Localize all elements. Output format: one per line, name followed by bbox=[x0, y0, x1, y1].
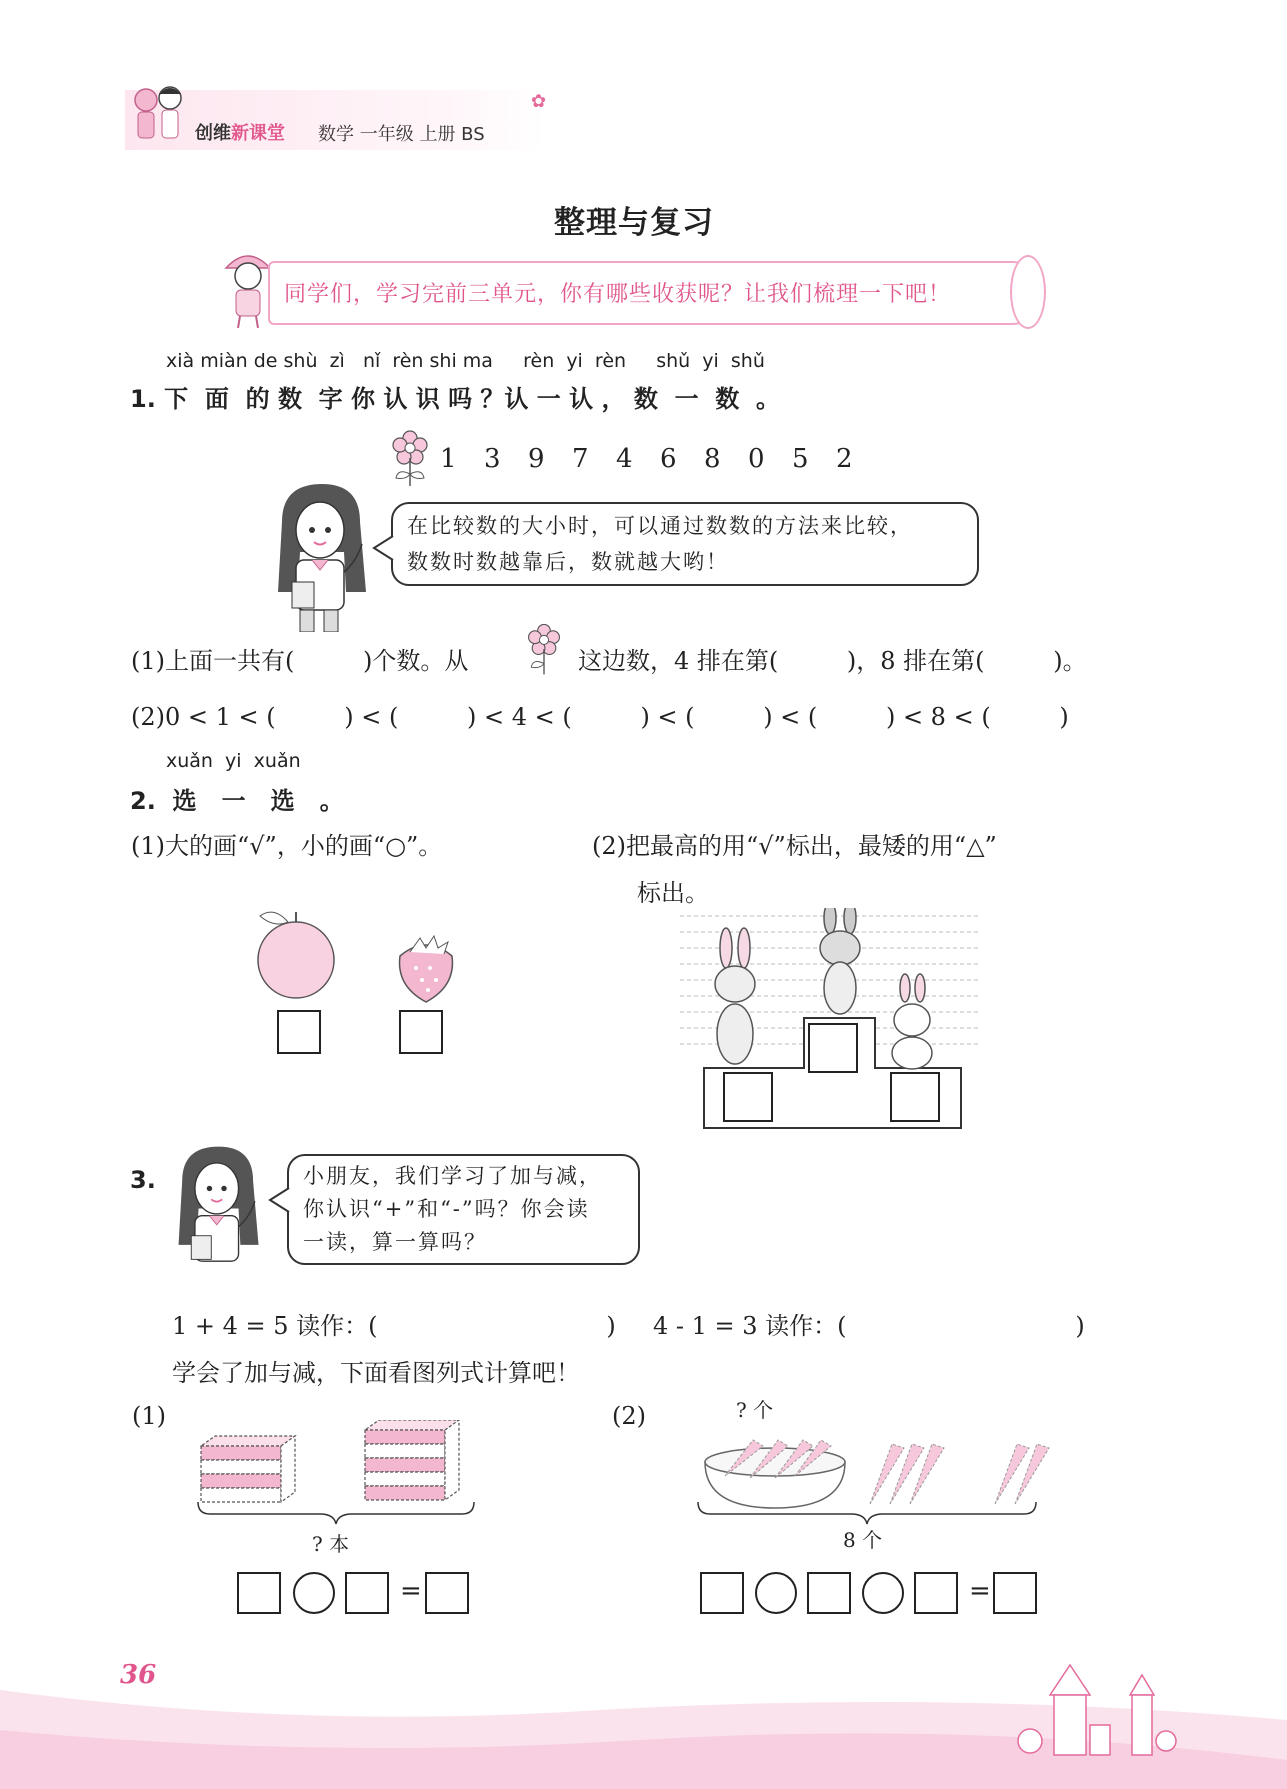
page-number: 36 bbox=[120, 1660, 157, 1690]
q1-title: 1. 下 面 的 数 字 你 认 识 吗 ？认 一 认 ， 数 一 数 。 bbox=[130, 385, 780, 413]
q2-part2-line2: 标出。 bbox=[637, 879, 709, 907]
number: 3 bbox=[484, 444, 501, 474]
brace-left bbox=[196, 1500, 476, 1526]
eq1-equals: = bbox=[400, 1576, 422, 1606]
girl-teacher-icon bbox=[262, 482, 372, 636]
strawberry-icon bbox=[392, 932, 462, 1008]
q2-part2-line1: (2)把最高的用“√”标出，最矮的用“△” bbox=[592, 832, 997, 860]
eq2-box-result[interactable] bbox=[993, 1572, 1037, 1614]
q2-pinyin: xuǎn yi xuǎn bbox=[166, 750, 301, 772]
q3-sub2-label: (2) bbox=[612, 1402, 646, 1430]
q3-sub2-top: ? 个 bbox=[736, 1398, 774, 1422]
eq2-box-2[interactable] bbox=[807, 1572, 851, 1614]
banner-scroll-end bbox=[1010, 255, 1046, 329]
q3-read2: 4 - 1 = 3 读作：( ) bbox=[653, 1312, 1085, 1340]
q1-hint-line2: 数数时数越靠后，数就越大哟！ bbox=[407, 550, 729, 574]
number: 2 bbox=[836, 444, 853, 474]
q3-hint-bubble bbox=[287, 1154, 640, 1265]
q2-title: 2. 选 一 选 。 bbox=[130, 787, 344, 815]
number-row bbox=[440, 444, 880, 474]
q3-hint-line1: 小朋友，我们学习了加与减， bbox=[303, 1164, 602, 1188]
flower-icon bbox=[388, 428, 432, 492]
castle-icon bbox=[970, 1655, 1180, 1765]
flower-small-icon bbox=[524, 621, 564, 681]
q1-hint-line1: 在比较数的大小时，可以通过数数的方法来比较， bbox=[407, 514, 913, 538]
page-title: 整理与复习 bbox=[554, 205, 714, 241]
girl-teacher-icon-2 bbox=[164, 1138, 264, 1292]
eq1-box-1[interactable] bbox=[237, 1572, 281, 1614]
q3-number: 3. bbox=[130, 1166, 156, 1194]
q3-sub2-total: 8 个 bbox=[843, 1528, 883, 1552]
answer-box-orange[interactable] bbox=[277, 1010, 321, 1054]
number: 8 bbox=[704, 444, 721, 474]
header-brand-highlight: 新课堂 bbox=[231, 123, 285, 144]
number: 1 bbox=[440, 444, 457, 474]
answer-box-rabbit-left[interactable] bbox=[723, 1072, 773, 1122]
q1-part2-text: (2)0 < 1 < ( ) < ( ) < 4 < ( ) < ( ) < ( ) < 8 < ( ) bbox=[131, 703, 1069, 731]
eq2-operator-circle-1[interactable] bbox=[755, 1572, 797, 1614]
header-brand bbox=[195, 119, 285, 145]
answer-box-strawberry[interactable] bbox=[399, 1010, 443, 1054]
eq1-box-2[interactable] bbox=[345, 1572, 389, 1614]
number: 0 bbox=[748, 444, 765, 474]
header-subtitle: 数学 一年级 上册 BS bbox=[318, 124, 485, 145]
q3-prompt: 学会了加与减，下面看图列式计算吧！ bbox=[172, 1359, 580, 1387]
bubble-tail-2 bbox=[268, 1186, 292, 1216]
q2-part1-text: (1)大的画“√”，小的画“○”。 bbox=[131, 832, 443, 860]
q3-hint-line2: 你认识“+”和“-”吗？你会读 bbox=[303, 1197, 590, 1221]
q3-sub1-label: (1) bbox=[132, 1402, 166, 1430]
q1-hint-bubble bbox=[391, 502, 979, 586]
header-star-icon: ✿ bbox=[531, 91, 547, 112]
q3-read1: 1 + 4 = 5 读作：( ) bbox=[172, 1312, 616, 1340]
header-kids-icon bbox=[128, 80, 190, 154]
number: 5 bbox=[792, 444, 809, 474]
q3-sub1-question: ? 本 bbox=[312, 1532, 350, 1556]
brace-right bbox=[696, 1500, 1038, 1526]
number: 6 bbox=[660, 444, 677, 474]
q3-hint-line3: 一读，算一算吗？ bbox=[303, 1230, 487, 1254]
eq1-operator-circle[interactable] bbox=[293, 1572, 335, 1614]
eq2-operator-circle-2[interactable] bbox=[862, 1572, 904, 1614]
orange-icon bbox=[250, 902, 342, 1006]
number: 4 bbox=[616, 444, 633, 474]
q1-part1-text-a: (1)上面一共有( )个数。从 bbox=[131, 647, 469, 675]
q1-pinyin: xià miàn de shù zì nǐ rèn shi ma rèn yi rèn shǔ yi shǔ bbox=[166, 350, 765, 372]
eq2-box-3[interactable] bbox=[914, 1572, 958, 1614]
header-brand-prefix: 创维 bbox=[195, 123, 231, 144]
number: 9 bbox=[528, 444, 545, 474]
banner-text: 同学们，学习完前三单元，你有哪些收获呢？让我们梳理一下吧！ bbox=[284, 282, 952, 307]
answer-box-rabbit-middle[interactable] bbox=[808, 1023, 858, 1073]
eq2-equals: = bbox=[969, 1576, 991, 1606]
answer-box-rabbit-right[interactable] bbox=[890, 1072, 940, 1122]
q1-part1-text-b: 这边数，4 排在第( )，8 排在第( )。 bbox=[578, 647, 1087, 675]
eq2-box-1[interactable] bbox=[700, 1572, 744, 1614]
eq1-box-result[interactable] bbox=[425, 1572, 469, 1614]
number: 7 bbox=[572, 444, 589, 474]
bubble-tail bbox=[372, 534, 396, 564]
